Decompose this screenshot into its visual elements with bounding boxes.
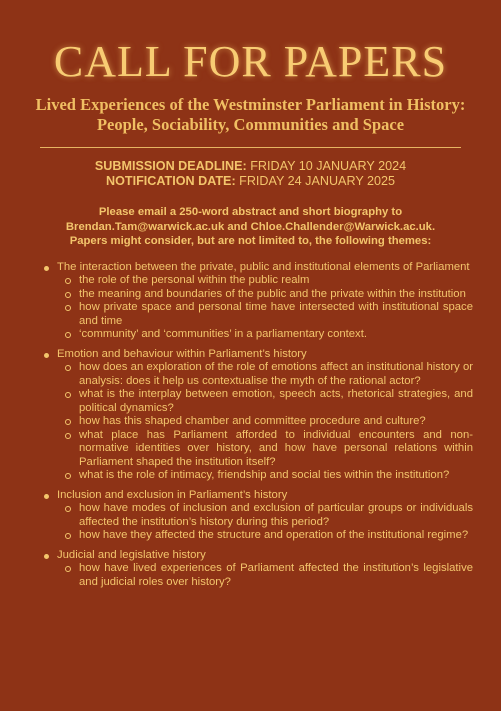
subtopic-text: how has this shaped chamber and committee procedure and culture? — [79, 415, 426, 427]
subtopic-item — [57, 361, 473, 388]
theme-heading: Inclusion and exclusion in Parliament’s history — [57, 488, 288, 501]
circle-bullet-icon — [65, 473, 71, 479]
notification-label: NOTIFICATION DATE: — [105, 174, 236, 188]
themes-list — [28, 261, 473, 590]
circle-bullet-icon — [65, 292, 71, 298]
contact-emails: Brendan.Tam@warwick.ac.uk and Chloe.Challender@Warwick.ac.uk. — [65, 220, 436, 233]
subtopic-list — [57, 502, 473, 543]
subtopic-text: what is the interplay between emotion, speech acts, rhetorical strategies, and political dynamics? — [79, 388, 473, 414]
circle-bullet-icon — [65, 433, 71, 439]
intro-line: Please email a 250-word abstract and short biography to — [98, 206, 403, 218]
subtopic-text: how private space and personal time have intersected with institutional space and time — [79, 301, 473, 327]
theme-item — [28, 489, 473, 543]
circle-bullet-icon — [65, 419, 71, 425]
circle-bullet-icon — [65, 392, 71, 398]
subtopic-item — [57, 415, 473, 429]
intro-line: Papers might consider, but are not limited to, the following themes: — [69, 235, 432, 247]
theme-heading: Judicial and legislative history — [57, 548, 206, 561]
circle-bullet-icon — [65, 506, 71, 512]
circle-bullet-icon — [65, 332, 71, 338]
circle-bullet-icon — [65, 278, 71, 284]
divider — [40, 147, 461, 148]
circle-bullet-icon — [65, 566, 71, 572]
bullet-icon — [44, 494, 49, 499]
circle-bullet-icon — [65, 305, 71, 311]
subtopic-item — [57, 529, 473, 543]
subtopic-item — [57, 274, 473, 288]
intro-block — [28, 205, 473, 249]
circle-bullet-icon — [65, 533, 71, 539]
subtopic-list — [57, 274, 473, 342]
subtopic-list — [57, 361, 473, 483]
subtopic-text: the meaning and boundaries of the public and the private within the institution — [79, 287, 466, 300]
bullet-icon — [44, 554, 49, 559]
subtopic-item — [57, 288, 473, 302]
subtopic-item — [57, 301, 473, 328]
subtopic-item — [57, 502, 473, 529]
subtopic-item — [57, 388, 473, 415]
theme-item — [28, 261, 473, 342]
theme-item — [28, 348, 473, 483]
subtopic-text: ‘community’ and ‘communities’ in a parliamentary context. — [79, 328, 367, 340]
page-subtitle: Lived Experiences of the Westminster Parliament in History: People, Sociability, Communities and Space — [35, 95, 466, 134]
circle-bullet-icon — [65, 365, 71, 371]
subtopic-item — [57, 562, 473, 589]
submission-value: FRIDAY 10 JANUARY 2024 — [250, 159, 407, 173]
subtopic-item — [57, 469, 473, 483]
notification-date — [28, 174, 473, 189]
subtopic-item — [57, 328, 473, 342]
subtopic-text: how does an exploration of the role of emotions affect an institutional history or analysis: does it help us contextualise the myth of the rational actor? — [79, 361, 473, 387]
subtopic-text: how have lived experiences of Parliament affected the institution’s legislative and judicial roles over history? — [79, 562, 473, 588]
notification-value: FRIDAY 24 JANUARY 2025 — [239, 174, 396, 188]
subtopic-text: the role of the personal within the public realm — [79, 274, 310, 286]
subtopic-item — [57, 429, 473, 470]
bullet-icon — [44, 266, 49, 271]
subtopic-text: how have they affected the structure and operation of the institutional regime? — [79, 529, 469, 541]
submission-deadline — [28, 159, 473, 174]
subtopic-text: what is the role of intimacy, friendship and social ties within the institution? — [79, 469, 450, 481]
page-title: CALL FOR PAPERS — [53, 37, 448, 86]
dates-block — [28, 159, 473, 189]
theme-heading: Emotion and behaviour within Parliament’s history — [57, 347, 307, 360]
bullet-icon — [44, 353, 49, 358]
submission-label: SUBMISSION DEADLINE: — [94, 159, 247, 173]
subtopic-list — [57, 562, 473, 589]
subtopic-text: how have modes of inclusion and exclusion of particular groups or individuals affected the institution’s history during this period? — [79, 502, 473, 528]
theme-item — [28, 549, 473, 590]
theme-heading: The interaction between the private, public and institutional elements of Parliament — [57, 260, 470, 273]
subtopic-text: what place has Parliament afforded to individual encounters and non-normative identities over history, and how have personal relations within Parliament shaped the institution itself? — [79, 428, 473, 468]
